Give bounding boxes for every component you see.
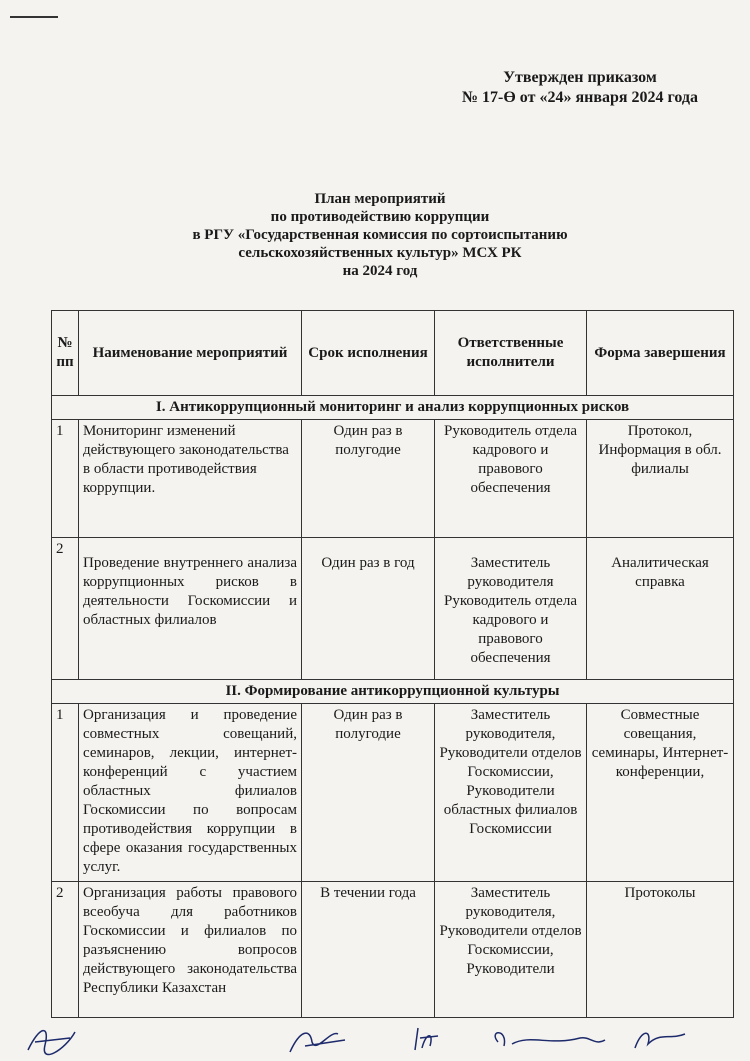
row-form: Аналитическая справка <box>587 538 734 680</box>
title-line-4: сельскохозяйственных культур» МСХ РК <box>238 245 522 261</box>
row-name: Мониторинг изменений действующего законодательства в области противодействия коррупции. <box>79 420 302 538</box>
header-responsible: Ответственные исполнители <box>435 311 587 396</box>
signature-5 <box>635 1033 685 1048</box>
row-form: Протоколы <box>587 882 734 1018</box>
section-1-title: I. Антикоррупционный мониторинг и анализ коррупционных рисков <box>52 396 734 420</box>
table-header-row <box>52 311 734 396</box>
row-name: Организация работы правового всеобуча для работников Госкомиссии и филиалов по разъяснению вопросов действующего законодательства Республики Казахстан <box>79 882 302 1018</box>
row-deadline: Один раз в полугодие <box>302 704 435 882</box>
row-deadline: Один раз в полугодие <box>302 420 435 538</box>
section-2-header <box>52 680 734 704</box>
title-line-5: на 2024 год <box>342 263 418 279</box>
title-line-1: План мероприятий <box>314 191 446 207</box>
signature-1 <box>28 1031 75 1055</box>
table-row <box>52 538 734 680</box>
header-deadline: Срок исполнения <box>302 311 435 396</box>
row-num: 1 <box>52 420 79 538</box>
row-deadline: В течении года <box>302 882 435 1018</box>
approval-line-2: № 17-Ө от «24» января 2024 года <box>461 89 699 106</box>
signature-4 <box>495 1033 605 1046</box>
table-row <box>52 704 734 882</box>
row-name: Проведение внутреннего анализа коррупционных рисков в деятельности Госкомиссии и областных филиалов <box>79 538 302 680</box>
row-name: Организация и проведение совместных совещаний, семинаров, лекции, интернет-конференций с участием областных филиалов Госкомиссии по вопросам противодействия коррупции в сфере оказания государственных услуг. <box>79 704 302 882</box>
title-line-2: по противодействию коррупции <box>270 209 490 225</box>
signature-3 <box>415 1028 438 1050</box>
row-num: 2 <box>52 538 79 680</box>
plan-title <box>150 190 610 280</box>
title-line-3: в РГУ «Государственная комиссия по сортоиспытанию <box>192 227 568 243</box>
header-form: Форма завершения <box>587 311 734 396</box>
row-form: Протокол, Информация в обл. филиалы <box>587 420 734 538</box>
row-responsible: Заместитель руководителя, Руководители отделов Госкомиссии, Руководители областных филиалов Госкомиссии <box>435 704 587 882</box>
row-deadline: Один раз в год <box>302 538 435 680</box>
row-num: 2 <box>52 882 79 1018</box>
row-responsible: Заместитель руководителя Руководитель отдела кадрового и правового обеспечения <box>435 538 587 680</box>
header-name: Наименование мероприятий <box>79 311 302 396</box>
signature-2 <box>290 1033 345 1052</box>
section-1-header <box>52 396 734 420</box>
plan-table <box>51 310 734 1018</box>
approval-stamp <box>430 68 730 108</box>
signatures <box>20 1020 730 1060</box>
row-responsible: Заместитель руководителя, Руководители отделов Госкомиссии, Руководители <box>435 882 587 1018</box>
table-row <box>52 882 734 1018</box>
row-form: Совместные совещания, семинары, Интернет-конференции, <box>587 704 734 882</box>
section-2-title: II. Формирование антикоррупционной культуры <box>52 680 734 704</box>
table-row <box>52 420 734 538</box>
top-rule <box>10 16 58 18</box>
row-responsible: Руководитель отдела кадрового и правового обеспечения <box>435 420 587 538</box>
row-num: 1 <box>52 704 79 882</box>
header-num: № пп <box>52 311 79 396</box>
approval-line-1: Утвержден приказом <box>503 69 657 86</box>
